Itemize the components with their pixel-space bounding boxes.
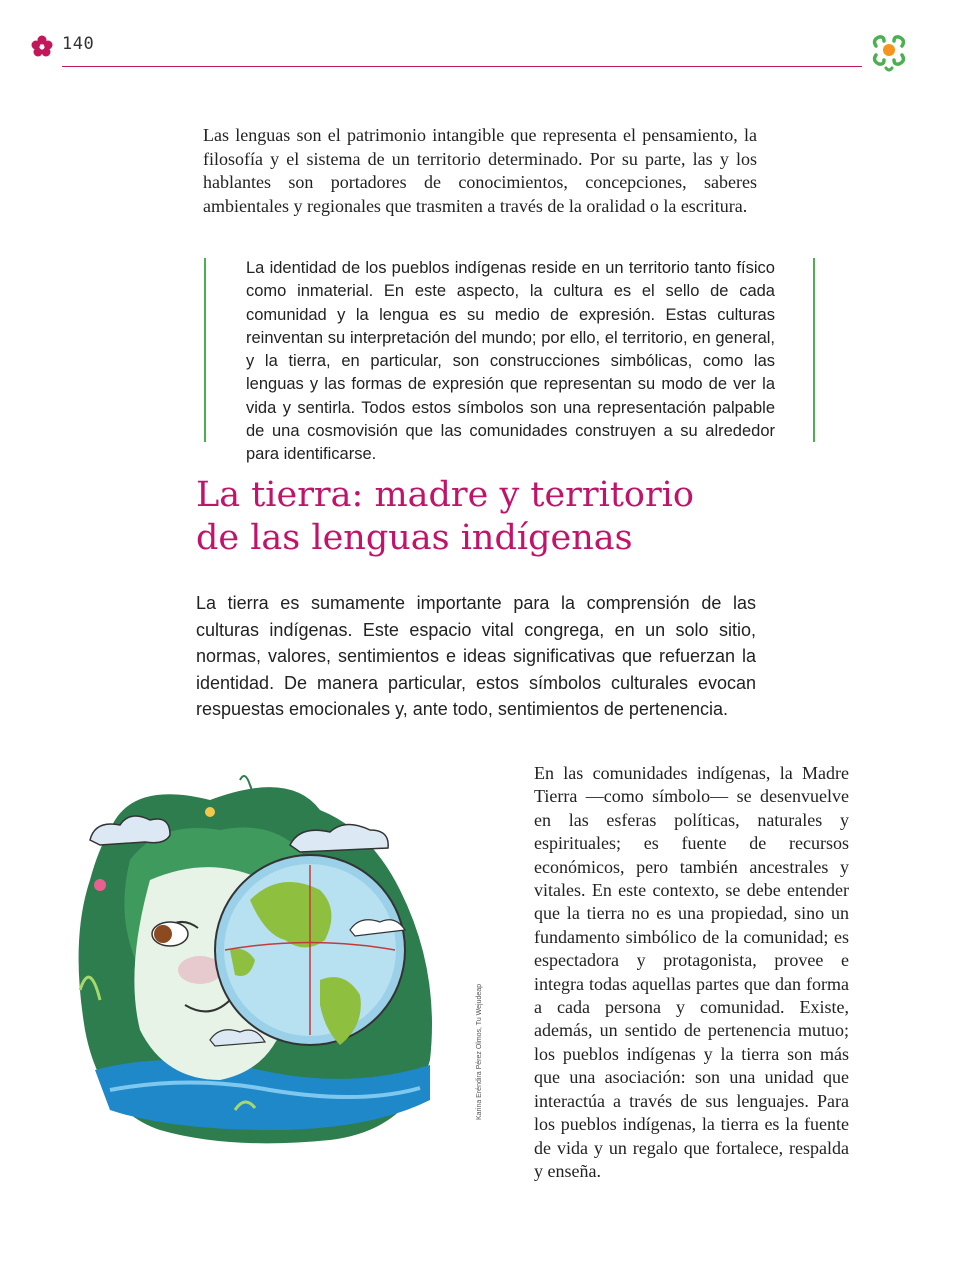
section-title <box>196 474 816 560</box>
flower-logo-icon <box>30 34 54 58</box>
section-title-line2: de las lenguas indígenas <box>196 518 633 558</box>
illustration-credit <box>472 970 484 1120</box>
illustration-credit-text: Karina Eréndira Pérez Olmos, Tu Wejudeap <box>476 983 483 1120</box>
quote-bar-left <box>204 258 206 442</box>
swirl-emblem-icon <box>866 28 912 74</box>
earth-mother-globe-illustration <box>70 770 460 1150</box>
intro-paragraph: Las lenguas son el patrimonio intangible que representa el pensamiento, la filosofía y el sistema de un territorio determinado. Por su parte, las y los hablantes son portadores de conocimientos, concepciones, saberes ambientales y regionales que trasmiten a través de la oralidad o la escritura. <box>203 125 757 216</box>
side-paragraph: En las comunidades indígenas, la Madre Tierra —como símbolo— se desenvuelve en las esferas políticas, naturales y espirituales; es fuente de recursos económicos, pero también ancestrales y vitales. En este contexto, se debe entender que la tierra no es una propiedad, sino un fundamento simbólico de la comunidad; es espectadora y protagonista, provee e integra todas aquellas partes que dan forma a cada persona y comunidad. Existe, además, un sentido de pertenencia mutuo; los pueblos indígenas y la tierra son más que una asociación: son una unidad que interactúa a través de sus lenguajes. Para los pueblos indígenas, la tierra es la fuente de vida y un regalo que fortalece, respalda y enseña. <box>534 763 849 1181</box>
section-title-line1: La tierra: madre y territorio <box>196 475 694 515</box>
header-rule <box>62 66 862 67</box>
page-number: 140 <box>62 34 95 54</box>
section-body: La tierra es sumamente importante para la comprensión de las culturas indígenas. Este espacio vital congrega, en un solo sitio, normas, valores, sentimientos e ideas significativas que refuerzan la identidad. De manera particular, estos símbolos culturales evocan respuestas emocionales y, ante todo, sentimientos de pertenencia. <box>196 593 756 720</box>
quote-paragraph: La identidad de los pueblos indígenas reside en un territorio tanto físico como inmaterial. En este aspecto, la cultura es el sello de cada comunidad y la lengua es su medio de expresión. Estas culturas reinventan su interpretación del mundo; por ello, el territorio, en general, y la tierra, en particular, son construcciones simbólicas, como las lenguas y las formas de expresión que representan su modo de ver la vida y sentirla. Todos estos símbolos son una representación palpable de una cosmovisión que las comunidades construyen a su alrededor para identificarse. <box>246 259 775 464</box>
quote-bar-right <box>813 258 815 442</box>
